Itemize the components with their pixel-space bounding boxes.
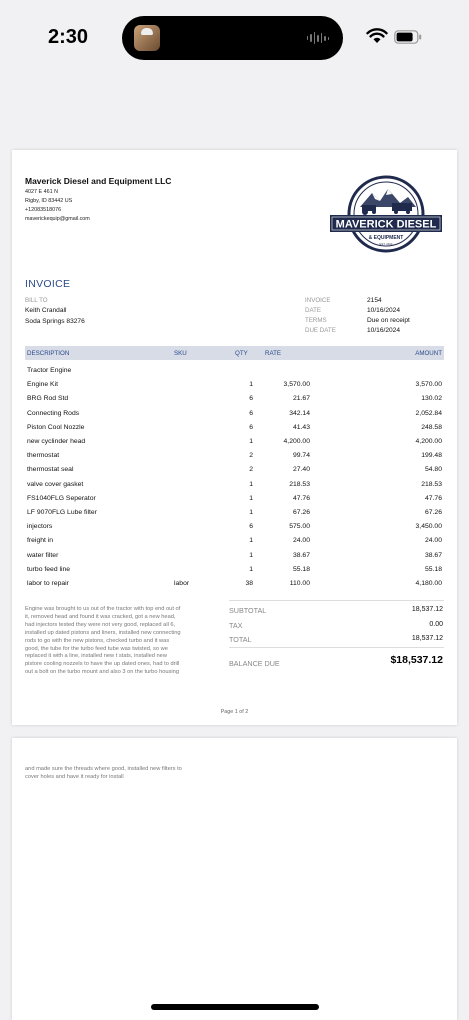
table-row <box>25 534 444 548</box>
notes-line: pistore cooling nozzels to have the up dated ones, had to drill <box>25 661 180 668</box>
total-label: TOTAL <box>229 635 252 644</box>
cell-amount: 4,200.00 <box>415 438 442 445</box>
cell-qty: 1 <box>249 480 253 488</box>
cell-description: valve cover gasket <box>27 480 84 488</box>
company-email: maverickequip@gmail.com <box>25 216 90 222</box>
audio-wave-icon <box>307 31 329 45</box>
table-row <box>25 449 444 463</box>
cell-rate: 218.53 <box>289 480 310 488</box>
logo-sub-text: & EQUIPMENT <box>368 235 404 241</box>
table-row <box>25 478 444 492</box>
balance-due-value: $18,537.12 <box>390 654 443 666</box>
cell-amount: 47.76 <box>424 494 442 502</box>
cell-qty: 6 <box>249 523 253 531</box>
notes-line: rods to go with the new pistons, checked turbo and it was <box>25 637 170 644</box>
invoice-page-1 <box>12 150 457 725</box>
cell-amount: 199.48 <box>421 452 442 460</box>
terms-label: TERMS <box>305 317 327 324</box>
balance-due-label: BALANCE DUE <box>229 659 280 668</box>
cell-rate: 27.40 <box>292 466 310 474</box>
table-row <box>25 463 444 477</box>
table-row <box>25 435 444 449</box>
invoice-date: 10/16/2024 <box>367 307 401 314</box>
logo-name-text: MAVERICK DIESEL <box>335 218 437 231</box>
notes <box>25 606 210 677</box>
cell-qty: 1 <box>249 381 253 389</box>
dynamic-island[interactable] <box>122 16 343 60</box>
cell-rate: 3,570.00 <box>283 381 310 389</box>
cell-rate: 21.67 <box>292 395 310 403</box>
cell-rate: 342.14 <box>289 409 310 417</box>
bill-to-label: BILL TO <box>25 297 48 304</box>
tax-value: 0.00 <box>429 621 443 628</box>
cell-description: thermostat seal <box>27 466 74 474</box>
notes-line: Engine was brought to us out of the tractor with top end out of <box>25 606 181 612</box>
totals-divider-top <box>229 600 444 601</box>
cell-amount: 4,180.00 <box>415 580 442 587</box>
cell-amount: 24.00 <box>424 537 442 545</box>
table-row <box>25 520 444 534</box>
table-row <box>25 364 444 378</box>
col-amount: AMOUNT <box>415 350 442 357</box>
invoice-number-label: INVOICE <box>305 297 331 304</box>
terms-value: Due on receipt <box>367 317 410 324</box>
notes-line: out a bolt on the turbo mount and also 3 on the turbo housing <box>25 669 179 676</box>
cell-amount: 218.53 <box>421 480 442 488</box>
table-row <box>25 392 444 406</box>
invoice-number: 2154 <box>367 297 382 304</box>
notes-line: and made sure the threads where good, installed new filters to <box>25 766 182 772</box>
col-qty: QTY <box>235 350 248 357</box>
table-row <box>25 492 444 506</box>
cell-rate: 99.74 <box>292 452 310 460</box>
wifi-icon <box>366 28 388 44</box>
cell-description: water filter <box>27 551 59 559</box>
tax-label: TAX <box>229 621 243 630</box>
cell-amount: 38.67 <box>424 551 442 559</box>
invoice-title: INVOICE <box>25 278 71 290</box>
cell-qty: 6 <box>249 409 253 417</box>
table-row <box>25 563 444 577</box>
cell-rate: 38.67 <box>292 551 310 559</box>
cell-qty: 1 <box>249 537 253 545</box>
notes-line: replaced it with a line, installed new t stats, installed new <box>25 653 167 660</box>
cell-description: BRG Rod Std <box>27 395 69 403</box>
cell-amount: 55.18 <box>424 565 442 573</box>
cell-description: thermostat <box>27 452 60 460</box>
table-row <box>25 378 444 392</box>
cell-amount: 67.26 <box>424 509 442 516</box>
logo-est-text: EST. 2024 <box>379 242 393 246</box>
cell-description: turbo feed line <box>27 565 71 573</box>
cell-amount: 248.58 <box>421 423 442 431</box>
cell-rate: 41.43 <box>292 423 310 431</box>
table-row <box>25 407 444 421</box>
table-row <box>25 506 444 520</box>
clock: 2:30 <box>48 26 89 48</box>
cell-amount: 2,052.84 <box>415 409 442 417</box>
due-date-label: DUE DATE <box>305 327 336 334</box>
bill-to-name: Keith Crandall <box>25 307 67 314</box>
col-description: DESCRIPTION <box>27 350 70 357</box>
notes-line: had injectors tested they were not very good, replaced all 6, <box>25 621 176 628</box>
cell-qty: 6 <box>249 395 253 403</box>
battery-icon <box>394 30 422 44</box>
cell-sku: labor <box>174 580 190 587</box>
cell-amount: 130.02 <box>421 395 442 403</box>
cell-description: freight in <box>27 537 54 545</box>
company-address-line2: Rigby, ID 83442 US <box>25 198 73 204</box>
col-rate: RATE <box>265 350 282 357</box>
invoice-page-2 <box>12 738 457 1020</box>
line-items-header <box>25 346 444 360</box>
cell-description: labor to repair <box>27 580 69 587</box>
cell-qty: 1 <box>249 494 253 502</box>
bill-to-city: Soda Springs 83276 <box>25 318 85 325</box>
cell-description: new cyclinder head <box>27 438 86 445</box>
table-row <box>25 421 444 435</box>
company-phone: +12083518076 <box>25 207 62 213</box>
cell-qty: 6 <box>249 423 253 431</box>
cell-qty: 1 <box>249 438 253 445</box>
cell-description: Engine Kit <box>27 381 58 389</box>
cell-description: Piston Cool Nozzle <box>27 423 85 431</box>
table-row <box>25 577 444 591</box>
cell-qty: 2 <box>249 466 253 474</box>
company-logo <box>328 175 444 255</box>
cell-rate: 55.18 <box>292 565 310 573</box>
cell-description: Tractor Engine <box>27 367 72 374</box>
now-playing-artwork[interactable] <box>134 25 160 51</box>
cell-amount: 3,450.00 <box>415 523 442 531</box>
cell-description: LF 9070FLG Lube filter <box>27 509 97 516</box>
cell-rate: 67.26 <box>292 509 310 516</box>
company-address-line1: 4027 E 461 N <box>25 189 58 195</box>
totals-divider-bottom <box>229 647 444 648</box>
invoice-date-label: DATE <box>305 307 322 314</box>
subtotal-label: SUBTOTAL <box>229 606 267 615</box>
notes-line: cover holes and have it ready for install <box>25 773 124 780</box>
page-number: Page 1 of 2 <box>220 709 249 715</box>
table-row <box>25 549 444 563</box>
status-bar <box>0 0 469 80</box>
cell-rate: 575.00 <box>289 523 310 531</box>
cell-description: injectors <box>27 523 53 531</box>
cell-amount: 3,570.00 <box>415 381 442 389</box>
due-date-value: 10/16/2024 <box>367 327 401 334</box>
cell-description: Connecting Rods <box>27 409 80 417</box>
company-name: Maverick Diesel and Equipment LLC <box>25 176 172 186</box>
cell-rate: 47.76 <box>292 494 310 502</box>
cell-rate: 110.00 <box>289 580 310 587</box>
col-sku: SKU <box>174 350 187 357</box>
notes-continued <box>25 766 215 782</box>
cell-qty: 38 <box>245 580 253 587</box>
home-indicator[interactable] <box>151 1004 319 1010</box>
cell-amount: 54.80 <box>424 466 442 474</box>
notes-line: it, removed head and found it was cracked, got a new head, <box>25 613 176 620</box>
cell-qty: 2 <box>249 452 253 460</box>
cell-qty: 1 <box>249 551 253 559</box>
cell-rate: 24.00 <box>292 537 310 545</box>
cell-qty: 1 <box>249 565 253 573</box>
subtotal-value: 18,537.12 <box>411 606 443 613</box>
cell-qty: 1 <box>249 509 253 516</box>
total-value: 18,537.12 <box>411 635 443 642</box>
cell-description: FS1040FLG Seperator <box>27 494 96 502</box>
notes-line: good, the tube for the turbo feed tube was twisted, so we <box>25 645 168 652</box>
cell-rate: 4,200.00 <box>283 438 310 445</box>
notes-line: installed up dated pistons and liners, installed new connecting <box>25 629 181 636</box>
